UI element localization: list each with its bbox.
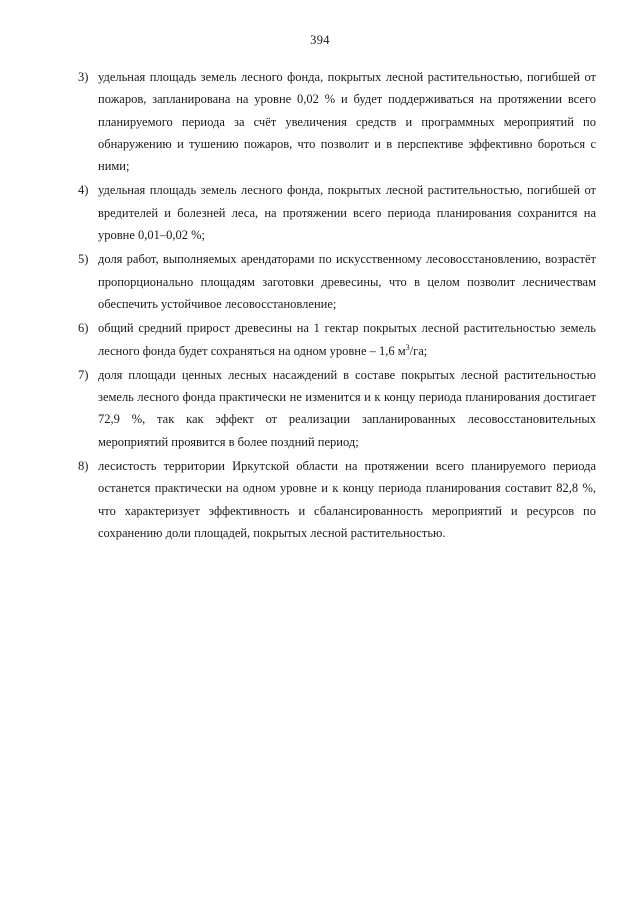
- list-item-text-part: /га;: [409, 343, 428, 358]
- list-item-number: 4): [78, 183, 89, 198]
- list-item-text: удельная площадь земель лесного фонда, покрытых лесной растительностью, погибшей от вредителей и болезней леса, на протяжении всего периода планирования сохранится на уровне 0,01–0,02 %;: [98, 183, 596, 243]
- unit-superscript: 3: [405, 342, 410, 352]
- list-item-text-part: общий средний прирост древесины на 1 гектар покрытых лесной растительностью земель лесного фонда будет сохраняться на одном уровне – 1,6 м: [98, 321, 596, 358]
- list-item-text: [98, 317, 596, 362]
- list-item-number: 5): [78, 252, 89, 267]
- list-item-number: 7): [78, 367, 89, 382]
- page-number: 394: [310, 33, 330, 47]
- list-item-text: доля работ, выполняемых арендаторами по искусственному лесовосстановлению, возрастёт пропорционально площадям заготовки древесины, что в целом позволит лесничествам обеспечить устойчивое лесовосстановление;: [98, 252, 596, 311]
- list-item: [78, 248, 596, 315]
- list-item-number: 8): [78, 459, 89, 474]
- list-item: [78, 317, 596, 362]
- list-item: [78, 179, 596, 246]
- list-item: [78, 455, 596, 544]
- outcomes-list: [78, 66, 596, 546]
- list-item: [78, 66, 596, 177]
- list-item-text: доля площади ценных лесных насаждений в составе покрытых лесной растительностью земель лесного фонда практически не изменится и к концу периода планирования достигает 72,9 %, так как эффект от реализации запланированных лесовосстановительных мероприятий проявится в более поздний период;: [98, 367, 596, 449]
- list-item-text: удельная площадь земель лесного фонда, покрытых лесной растительностью, погибшей от пожаров, запланирована на уровне 0,02 % и будет поддерживаться на протяжении всего планируемого периода за счёт увеличения средств и программных мероприятий по обнаружению и тушению пожаров, что позволит и в перспективе эффективно бороться с ними;: [98, 70, 596, 174]
- list-item-number: 3): [78, 70, 89, 84]
- list-item: [78, 364, 596, 453]
- list-item-number: 6): [78, 321, 89, 336]
- list-item-text: лесистость территории Иркутской области на протяжении всего планируемого периода останется практически на одном уровне и к концу периода планирования составит 82,8 %, что характеризует эффективность и сбалансированность мероприятий и ресурсов по сохранению доли площадей, покрытых лесной растительностью.: [98, 459, 596, 540]
